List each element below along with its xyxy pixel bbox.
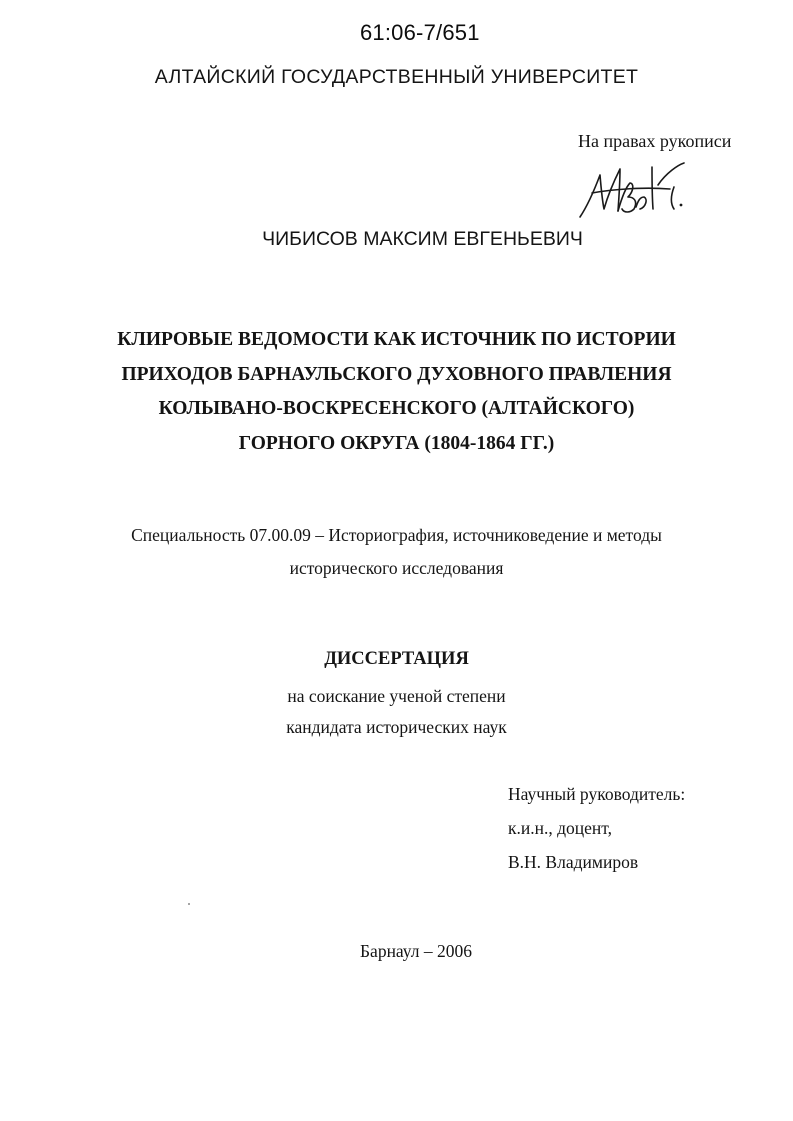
title-line: ПРИХОДОВ БАРНАУЛЬСКОГО ДУХОВНОГО ПРАВЛЕНИЯ bbox=[121, 363, 672, 385]
advisor-heading: Научный руководитель: bbox=[508, 784, 686, 804]
scan-speck bbox=[188, 903, 190, 905]
handwritten-signature-icon bbox=[574, 157, 694, 227]
title-line: ГОРНОГО ОКРУГА (1804-1864 ГГ.) bbox=[238, 432, 555, 454]
thesis-label: ДИССЕРТАЦИЯ bbox=[324, 649, 469, 669]
place-and-year: Барнаул – 2006 bbox=[360, 941, 473, 961]
title-line: КЛИРОВЫЕ ВЕДОМОСТИ КАК ИСТОЧНИК ПО ИСТОРИИ bbox=[117, 329, 676, 350]
dissertation-title bbox=[0, 323, 793, 461]
degree-statement bbox=[0, 681, 793, 743]
advisor-degree: к.и.н., доцент, bbox=[508, 818, 612, 838]
catalog-number: 61:06-7/651 bbox=[360, 20, 480, 45]
manuscript-rights-note: На правах рукописи bbox=[578, 131, 732, 151]
advisor-name: В.Н. Владимиров bbox=[508, 852, 639, 872]
scientific-advisor bbox=[508, 777, 685, 879]
author-name: ЧИБИСОВ МАКСИМ ЕВГЕНЬЕВИЧ bbox=[262, 228, 583, 250]
specialty-line: исторического исследования bbox=[289, 558, 504, 578]
specialty-line: Специальность 07.00.09 – Историография, источниковедение и методы bbox=[131, 525, 662, 545]
specialty-statement bbox=[0, 519, 793, 585]
title-line: КОЛЫВАНО-ВОСКРЕСЕНСКОГО (АЛТАЙСКОГО) bbox=[158, 398, 635, 419]
degree-line: кандидата исторических наук bbox=[286, 717, 507, 737]
university-name: АЛТАЙСКИЙ ГОСУДАРСТВЕННЫЙ УНИВЕРСИТЕТ bbox=[154, 66, 639, 88]
degree-line: на соискание ученой степени bbox=[287, 686, 506, 706]
